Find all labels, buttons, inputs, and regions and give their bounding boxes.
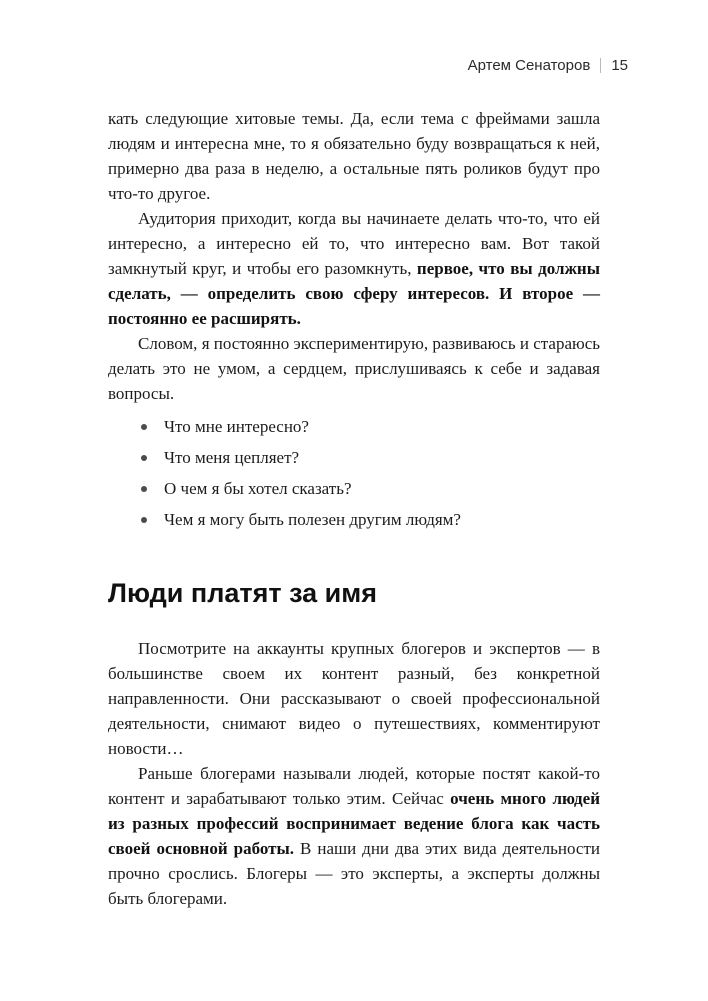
list-item-text: Чем я могу быть полезен другим людям?: [164, 510, 461, 529]
paragraph-bloggers: Посмотрите на аккаунты крупных блогеров и экспертов — в большинстве своем их контент разный, без конкретной направленности. Они рассказывают о своей профессиональной деятельности, снимают видео о путешествиях, комментируют новости…: [108, 639, 600, 758]
list-item-text: О чем я бы хотел сказать?: [164, 479, 352, 498]
paragraph-audience: Аудитория приходит, когда вы начинаете делать что-то, что ей интересно, а интересно ей то, что интересно вам. Вот такой замкнутый круг, и чтобы его разомкнуть, первое, что вы должны сделать, — определить свою сферу интересов. И второе — постоянно ее расширять.: [108, 209, 600, 328]
section-heading: Люди платят за имя: [108, 578, 377, 608]
header-divider: [600, 58, 601, 73]
question-list: [108, 414, 600, 532]
running-head-author: Артем Сенаторов: [467, 57, 591, 74]
paragraph-experts: Раньше блогерами называли людей, которые постят какой-то контент и зарабатывают только этим. Сейчас очень много людей из разных профессий воспринимает ведение блога как часть своей основной работы. В наши дни два этих вида деятельности прочно срослись. Блогеры — это эксперты, а эксперты должны быть блогерами.: [108, 764, 600, 908]
list-item: [141, 507, 600, 532]
list-item: [141, 476, 600, 501]
page-content: [108, 106, 600, 911]
list-item: [141, 414, 600, 439]
list-item-text: Что мне интересно?: [164, 417, 309, 436]
bullet-icon: [141, 486, 147, 492]
list-item-text: Что меня цепляет?: [164, 448, 300, 467]
bullet-icon: [141, 424, 147, 430]
paragraph-continuation: кать следующие хитовые темы. Да, если тема с фреймами зашла людям и интересна мне, то я обязательно буду возвращаться к ней, примерно два раза в неделю, а остальные пять роликов будут про что-то другое.: [108, 109, 600, 203]
running-head: [468, 57, 628, 74]
list-item: [141, 445, 600, 470]
page-number: 15: [611, 57, 628, 74]
bullet-icon: [141, 455, 147, 461]
paragraph-experiment: Словом, я постоянно экспериментирую, развиваюсь и стараюсь делать это не умом, а сердцем, прислушиваясь к себе и задавая вопросы.: [108, 334, 600, 403]
bullet-icon: [141, 517, 147, 523]
